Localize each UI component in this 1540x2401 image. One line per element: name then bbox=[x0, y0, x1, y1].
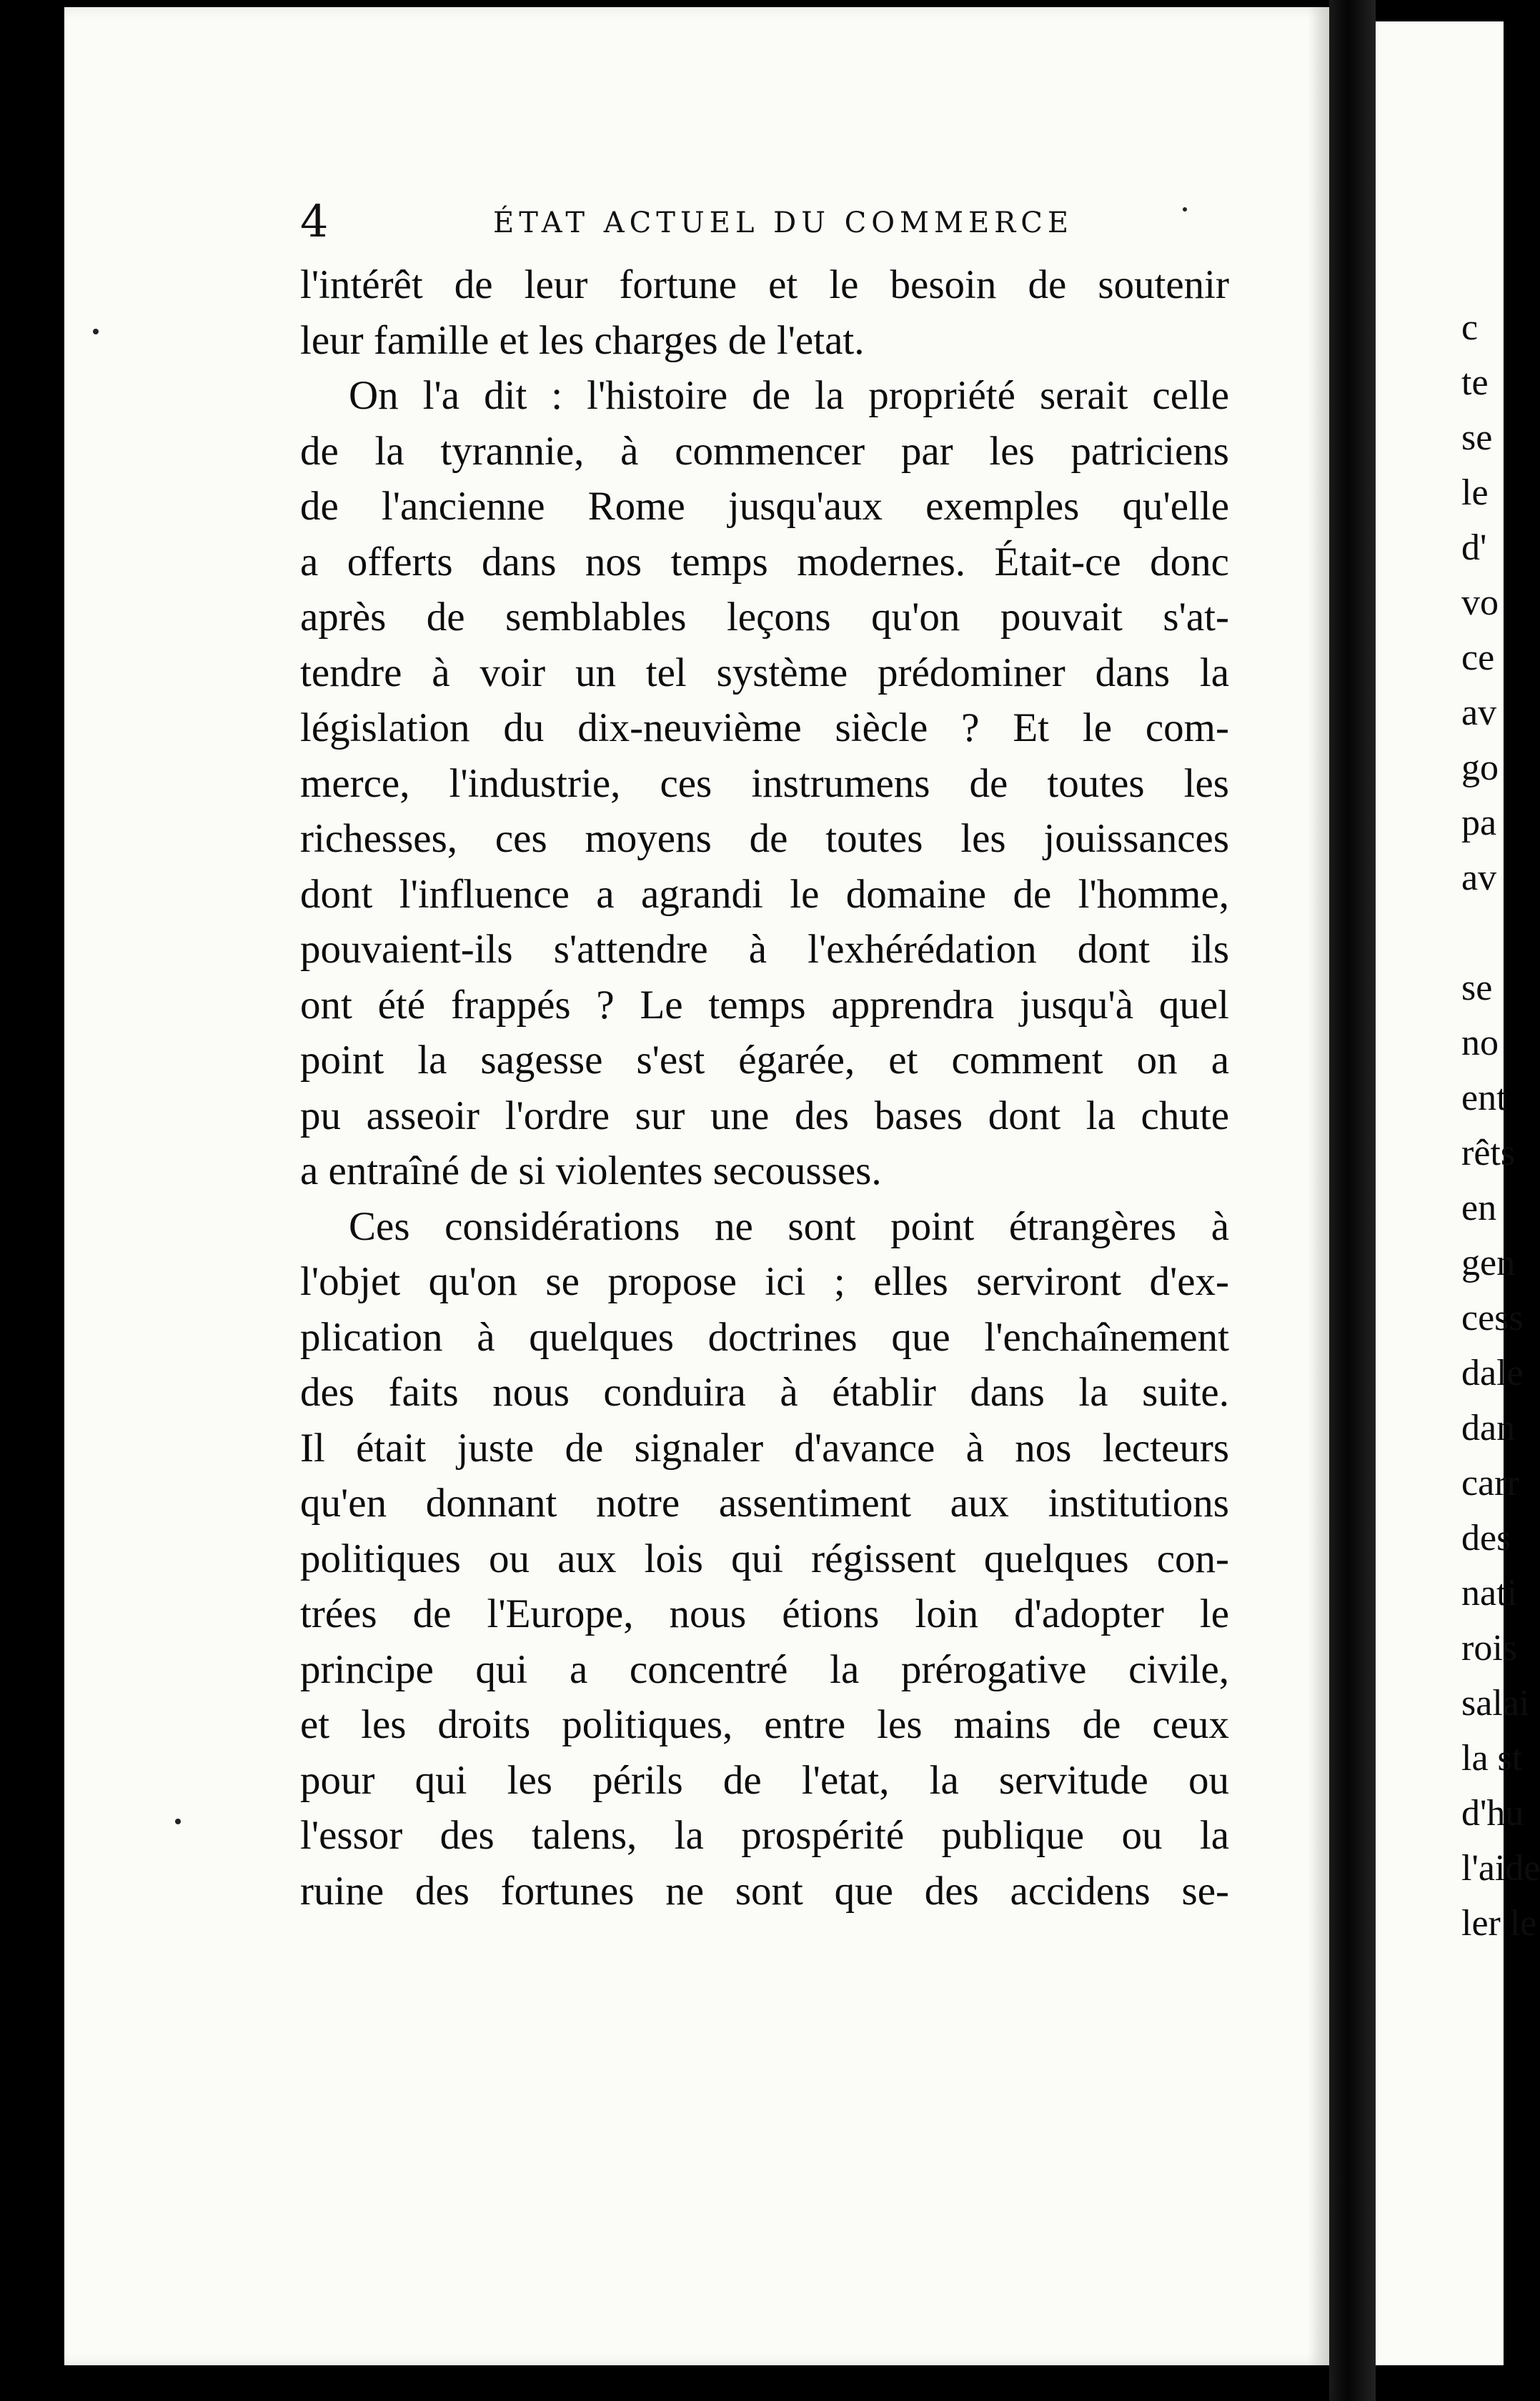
text-line: Ces considérations ne sont point étrangères à bbox=[349, 1203, 1229, 1249]
text-line: merce, l'industrie, ces instrumens de toutes les bbox=[300, 760, 1229, 806]
text-line: politiques ou aux lois qui régissent quelques con- bbox=[300, 1536, 1229, 1581]
facing-text-fragment: no bbox=[1461, 1023, 1499, 1063]
facing-text-fragment: la st bbox=[1461, 1738, 1523, 1779]
text-line: leur famille et les charges de l'etat. bbox=[300, 317, 865, 363]
text-line: a entraîné de si violentes secousses. bbox=[300, 1148, 882, 1193]
text-line: richesses, ces moyens de toutes les jouissances bbox=[300, 816, 1229, 861]
text-line: plication à quelques doctrines que l'enchaînement bbox=[300, 1314, 1229, 1360]
text-line: Il était juste de signaler d'avance à nos lecteurs bbox=[300, 1425, 1229, 1471]
facing-text-fragment: cess bbox=[1461, 1298, 1524, 1338]
text-line: point la sagesse s'est égarée, et comment on a bbox=[300, 1038, 1229, 1083]
text-line: pour qui les périls de l'etat, la servitude ou bbox=[300, 1757, 1229, 1803]
facing-page-text bbox=[1461, 300, 1540, 1951]
text-line: après de semblables leçons qu'on pouvait s'at- bbox=[300, 595, 1229, 640]
facing-text-fragment: pa bbox=[1461, 802, 1497, 843]
facing-text-fragment: gen bbox=[1461, 1243, 1516, 1283]
facing-text-fragment: rois bbox=[1461, 1628, 1517, 1669]
body-text bbox=[300, 257, 1229, 1919]
facing-text-fragment: go bbox=[1461, 747, 1499, 788]
text-line: ruine des fortunes ne sont que des accidens se- bbox=[300, 1868, 1229, 1914]
facing-text-fragment: carr bbox=[1461, 1463, 1519, 1503]
text-line: l'intérêt de leur fortune et le besoin de soutenir bbox=[300, 262, 1229, 307]
text-line: a offerts dans nos temps modernes. Était-ce donc bbox=[300, 539, 1229, 585]
facing-text-fragment: dan bbox=[1461, 1408, 1516, 1448]
running-head: ÉTAT ACTUEL DU COMMERCE bbox=[493, 207, 1074, 239]
facing-text-fragment: ler le bbox=[1461, 1903, 1537, 1944]
scan-speck bbox=[93, 329, 99, 334]
text-line: pu asseoir l'ordre sur une des bases dont la chute bbox=[300, 1093, 1229, 1138]
text-line: de l'ancienne Rome jusqu'aux exemples qu'elle bbox=[300, 484, 1229, 529]
facing-text-fragment: dale bbox=[1461, 1353, 1524, 1393]
text-line: et les droits politiques, entre les mains de ceux bbox=[300, 1702, 1229, 1747]
text-line: pouvaient-ils s'attendre à l'exhérédation dont ils bbox=[300, 927, 1229, 972]
text-line: de la tyrannie, à commencer par les patriciens bbox=[300, 428, 1229, 474]
facing-text-fragment: av bbox=[1461, 692, 1497, 733]
page-header bbox=[300, 193, 1251, 250]
text-line: tendre à voir un tel système prédominer dans la bbox=[300, 650, 1229, 695]
book-gutter bbox=[1329, 0, 1376, 2401]
facing-text-fragment: te bbox=[1461, 362, 1489, 403]
scan-speck bbox=[1183, 207, 1187, 212]
page-number: 4 bbox=[300, 195, 329, 247]
text-line: trées de l'Europe, nous étions loin d'adopter le bbox=[300, 1591, 1229, 1636]
facing-text-fragment: ent bbox=[1461, 1078, 1507, 1118]
facing-text-fragment: nati bbox=[1461, 1573, 1517, 1614]
facing-text-fragment bbox=[1461, 905, 1540, 960]
text-line: ont été frappés ? Le temps apprendra jusqu'à quel bbox=[300, 982, 1229, 1028]
facing-text-fragment: vo bbox=[1461, 582, 1499, 623]
text-line: qu'en donnant notre assentiment aux institutions bbox=[300, 1481, 1229, 1526]
facing-text-fragment: l'aide bbox=[1461, 1848, 1540, 1889]
text-line: On l'a dit : l'histoire de la propriété serait celle bbox=[349, 373, 1229, 418]
facing-text-fragment: des bbox=[1461, 1518, 1511, 1559]
text-line: législation du dix-neuvième siècle ? Et le com- bbox=[300, 705, 1229, 750]
facing-text-fragment: se bbox=[1461, 417, 1493, 458]
text-line: des faits nous conduira à établir dans la suite. bbox=[300, 1370, 1229, 1415]
facing-text-fragment: d'hu bbox=[1461, 1793, 1524, 1834]
facing-text-fragment: en bbox=[1461, 1188, 1497, 1228]
facing-text-fragment: c bbox=[1461, 307, 1479, 348]
facing-text-fragment: d' bbox=[1461, 527, 1487, 568]
facing-text-fragment: le bbox=[1461, 472, 1489, 513]
facing-text-fragment: se bbox=[1461, 968, 1493, 1008]
text-line: l'objet qu'on se propose ici ; elles serviront d'ex- bbox=[300, 1259, 1229, 1304]
text-line: dont l'influence a agrandi le domaine de l'homme, bbox=[300, 871, 1229, 917]
text-line: l'essor des talens, la prospérité publique ou la bbox=[300, 1813, 1229, 1858]
facing-text-fragment: av bbox=[1461, 858, 1497, 898]
scan-speck bbox=[175, 1819, 181, 1824]
facing-text-fragment: salai bbox=[1461, 1683, 1530, 1724]
facing-text-fragment: rêts bbox=[1461, 1133, 1516, 1173]
text-line: principe qui a concentré la prérogative civile, bbox=[300, 1646, 1229, 1692]
facing-text-fragment: ce bbox=[1461, 637, 1495, 678]
